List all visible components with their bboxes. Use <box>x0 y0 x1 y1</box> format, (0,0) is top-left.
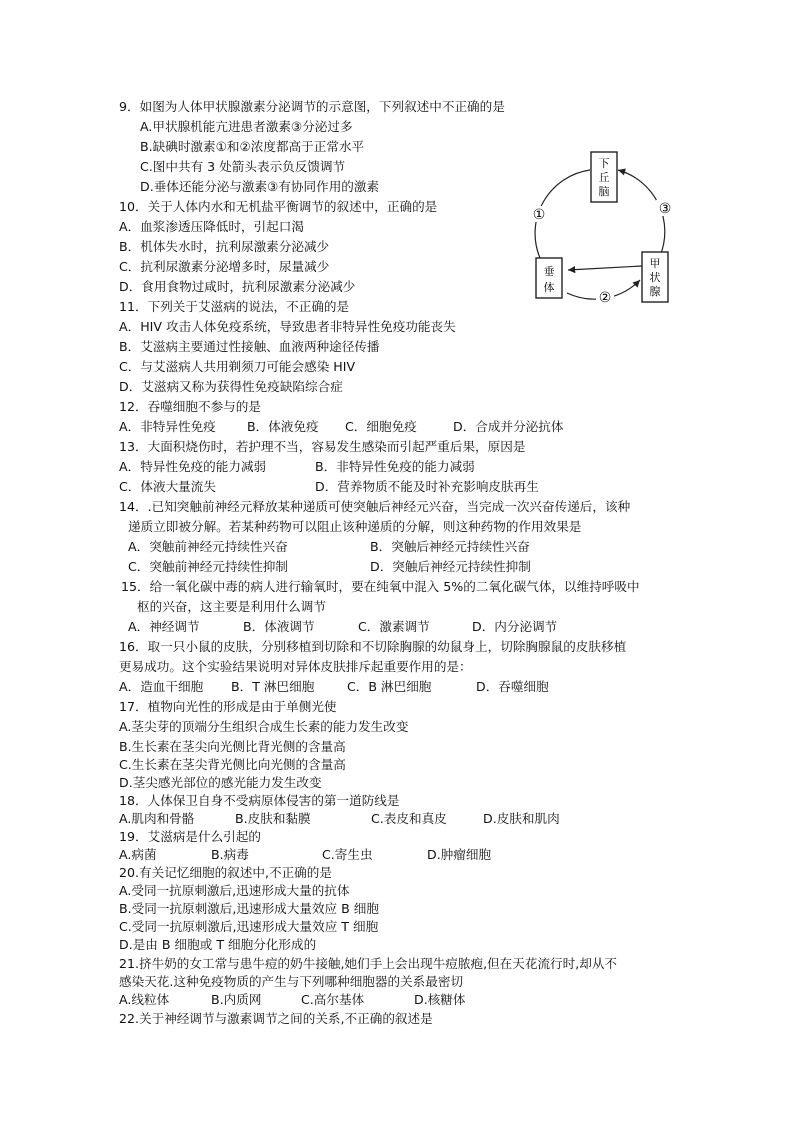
q12-stem: 12．吞噬细胞不参与的是 <box>119 399 261 414</box>
q19-stem: 19．艾滋病是什么引起的 <box>119 829 261 844</box>
thyroid-regulation-diagram <box>522 148 682 308</box>
q10-option-a: A．血浆渗透压降低时，引起口渴 <box>119 219 304 234</box>
q21-stem-line2: 感染天花.这种免疫物质的产生与下列哪种细胞器的关系最密切 <box>119 974 464 989</box>
q21-option-c: C.高尔基体 <box>301 992 365 1007</box>
q21-option-a: A.线粒体 <box>119 992 170 1007</box>
q14-option-b: B．突触后神经元持续性兴奋 <box>370 539 530 554</box>
q11-option-a: A．HIV 攻击人体免疫系统，导致患者非特异性免疫功能丧失 <box>119 319 456 334</box>
q18-option-d: D.皮肤和肌肉 <box>483 811 560 826</box>
q20-option-a: A.受同一抗原刺激后,迅速形成大量的抗体 <box>119 883 350 898</box>
q11-option-b: B．艾滋病主要通过性接触、血液两种途径传播 <box>119 339 380 354</box>
q18-options <box>119 810 589 828</box>
hormone-label-1: ① <box>532 207 546 223</box>
q19-option-a: A.病菌 <box>119 847 157 862</box>
q12-options <box>119 418 589 436</box>
q15-options <box>128 618 588 636</box>
q14-options-row2 <box>128 558 588 576</box>
arrow-thyroid-to-pituitary <box>568 266 642 270</box>
hypothalamus-char-3: 脑 <box>598 185 610 198</box>
hypothalamus-char-1: 下 <box>598 157 610 170</box>
thyroid-char-1: 甲 <box>649 257 661 270</box>
q16-options <box>119 678 589 696</box>
q16-option-c: C．B 淋巴细胞 <box>347 679 432 694</box>
q10-option-b: B．机体失水时，抗利尿激素分泌减少 <box>119 239 330 254</box>
hypothalamus-char-2: 丘 <box>598 171 610 184</box>
q12-option-d: D．合成并分泌抗体 <box>453 419 564 434</box>
q15-stem-line2: 枢的兴奋，这主要是利用什么调节 <box>137 599 326 614</box>
q19-option-b: B.病毒 <box>211 847 249 862</box>
q13-option-c: C．体液大量流失 <box>119 479 216 494</box>
q20-option-c: C.受同一抗原刺激后,迅速形成大量效应 T 细胞 <box>119 919 379 934</box>
q9-option-c: C.图中共有 3 处箭头表示负反馈调节 <box>140 159 346 174</box>
q14-stem-line1: 14．.已知突触前神经元释放某种递质可使突触后神经元兴奋，当完成一次兴奋传递后，该种 <box>119 499 631 514</box>
q21-option-b: B.内质网 <box>211 992 262 1007</box>
q9-stem: 9．如图为人体甲状腺激素分泌调节的示意图，下列叙述中不正确的是 <box>119 99 505 114</box>
q18-option-c: C.表皮和真皮 <box>371 811 447 826</box>
q9-option-b: B.缺碘时激素①和②浓度都高于正常水平 <box>140 139 365 154</box>
q12-option-a: A．非特异性免疫 <box>119 419 216 434</box>
q13-stem: 13．大面积烧伤时，若护理不当，容易发生感染而引起严重后果，原因是 <box>119 439 526 454</box>
q21-option-d: D.核糖体 <box>414 992 466 1007</box>
q18-option-a: A.肌肉和骨骼 <box>119 811 195 826</box>
q15-option-c: C．激素调节 <box>358 619 430 634</box>
q10-option-d: D．食用食物过咸时，抗利尿激素分泌减少 <box>119 279 356 294</box>
q20-option-d: D.是由 B 细胞或 T 细胞分化形成的 <box>119 937 317 952</box>
q17-option-b: B.生长素在茎尖向光侧比背光侧的含量高 <box>119 739 346 754</box>
q19-option-c: C.寄生虫 <box>322 847 373 862</box>
pituitary-char-1: 垂 <box>543 265 555 278</box>
q11-option-c: C．与艾滋病人共用剃须刀可能会感染 HIV <box>119 359 356 374</box>
q18-stem: 18．人体保卫自身不受病原体侵害的第一道防线是 <box>119 793 400 808</box>
q13-option-a: A．特异性免疫的能力减弱 <box>119 459 267 474</box>
q9-option-a: A.甲状腺机能亢进患者激素③分泌过多 <box>140 119 353 134</box>
q15-option-b: B．体液调节 <box>243 619 315 634</box>
q9-option-d: D.垂体还能分泌与激素③有协同作用的激素 <box>140 179 380 194</box>
q11-stem: 11．下列关于艾滋病的说法，不正确的是 <box>119 299 350 314</box>
q10-option-c: C．抗利尿激素分泌增多时，尿量减少 <box>119 259 330 274</box>
q16-option-a: A．造血干细胞 <box>119 679 204 694</box>
q13-options-row2 <box>119 478 589 496</box>
q14-stem-line2: 递质立即被分解。若某种药物可以阻止该种递质的分解，则这种药物的作用效果是 <box>128 519 582 534</box>
q13-options-row1 <box>119 458 589 476</box>
q16-option-d: D．吞噬细胞 <box>476 679 549 694</box>
q13-option-b: B．非特异性免疫的能力减弱 <box>315 459 475 474</box>
q11-option-d: D．艾滋病又称为获得性免疫缺陷综合症 <box>119 379 343 394</box>
q15-option-a: A．神经调节 <box>128 619 200 634</box>
q20-stem: 20.有关记忆细胞的叙述中,不正确的是 <box>119 865 332 880</box>
q20-option-b: B.受同一抗原刺激后,迅速形成大量效应 B 细胞 <box>119 901 379 916</box>
hormone-label-2: ② <box>598 290 612 306</box>
thyroid-char-2: 状 <box>649 271 661 284</box>
q14-option-d: D．突触后神经元持续性抑制 <box>370 559 531 574</box>
q12-option-c: C．细胞免疫 <box>345 419 417 434</box>
q17-option-a: A.茎尖芽的顶端分生组织合成生长素的能力发生改变 <box>119 719 409 734</box>
q16-option-b: B．T 淋巴细胞 <box>231 679 315 694</box>
q14-options-row1 <box>128 538 588 556</box>
q21-options <box>119 991 589 1009</box>
q15-stem-line1: 15．给一氧化碳中毒的病人进行输氧时，要在纯氧中混入 5%的二氧化碳气体，以维持呼吸中 <box>121 579 640 594</box>
hormone-label-3: ③ <box>658 201 672 217</box>
q19-option-d: D.肿瘤细胞 <box>427 847 492 862</box>
q18-option-b: B.皮肤和黏膜 <box>235 811 311 826</box>
q16-stem-line2: 更易成功。这个实验结果说明对异体皮肤排斥起重要作用的是： <box>119 659 472 674</box>
thyroid-char-3: 腺 <box>649 285 661 298</box>
q15-option-d: D．内分泌调节 <box>472 619 558 634</box>
q22-stem: 22.关于神经调节与激素调节之间的关系,不正确的叙述是 <box>119 1011 433 1026</box>
q21-stem-line1: 21.挤牛奶的女工常与患牛痘的奶牛接触,她们手上会出现牛痘脓疱,但在天花流行时,却从不 <box>119 956 618 971</box>
q17-stem: 17．植物向光性的形成是由于单侧光使 <box>119 699 337 714</box>
q14-option-a: A．突触前神经元持续性兴奋 <box>128 539 288 554</box>
q19-options <box>119 846 589 864</box>
q17-option-d: D.茎尖感光部位的感光能力发生改变 <box>119 775 322 790</box>
q10-stem: 10．关于人体内水和无机盐平衡调节的叙述中，正确的是 <box>119 199 438 214</box>
q14-option-c: C．突触前神经元持续性抑制 <box>128 559 288 574</box>
q16-stem-line1: 16．取一只小鼠的皮肤，分别移植到切除和不切除胸腺的幼鼠身上，切除胸腺鼠的皮肤移植 <box>119 639 627 654</box>
q13-option-d: D．营养物质不能及时补充影响皮肤再生 <box>315 479 539 494</box>
pituitary-char-2: 体 <box>543 281 555 294</box>
q17-option-c: C.生长素在茎尖背光侧比向光侧的含量高 <box>119 757 346 772</box>
q12-option-b: B．体液免疫 <box>247 419 319 434</box>
